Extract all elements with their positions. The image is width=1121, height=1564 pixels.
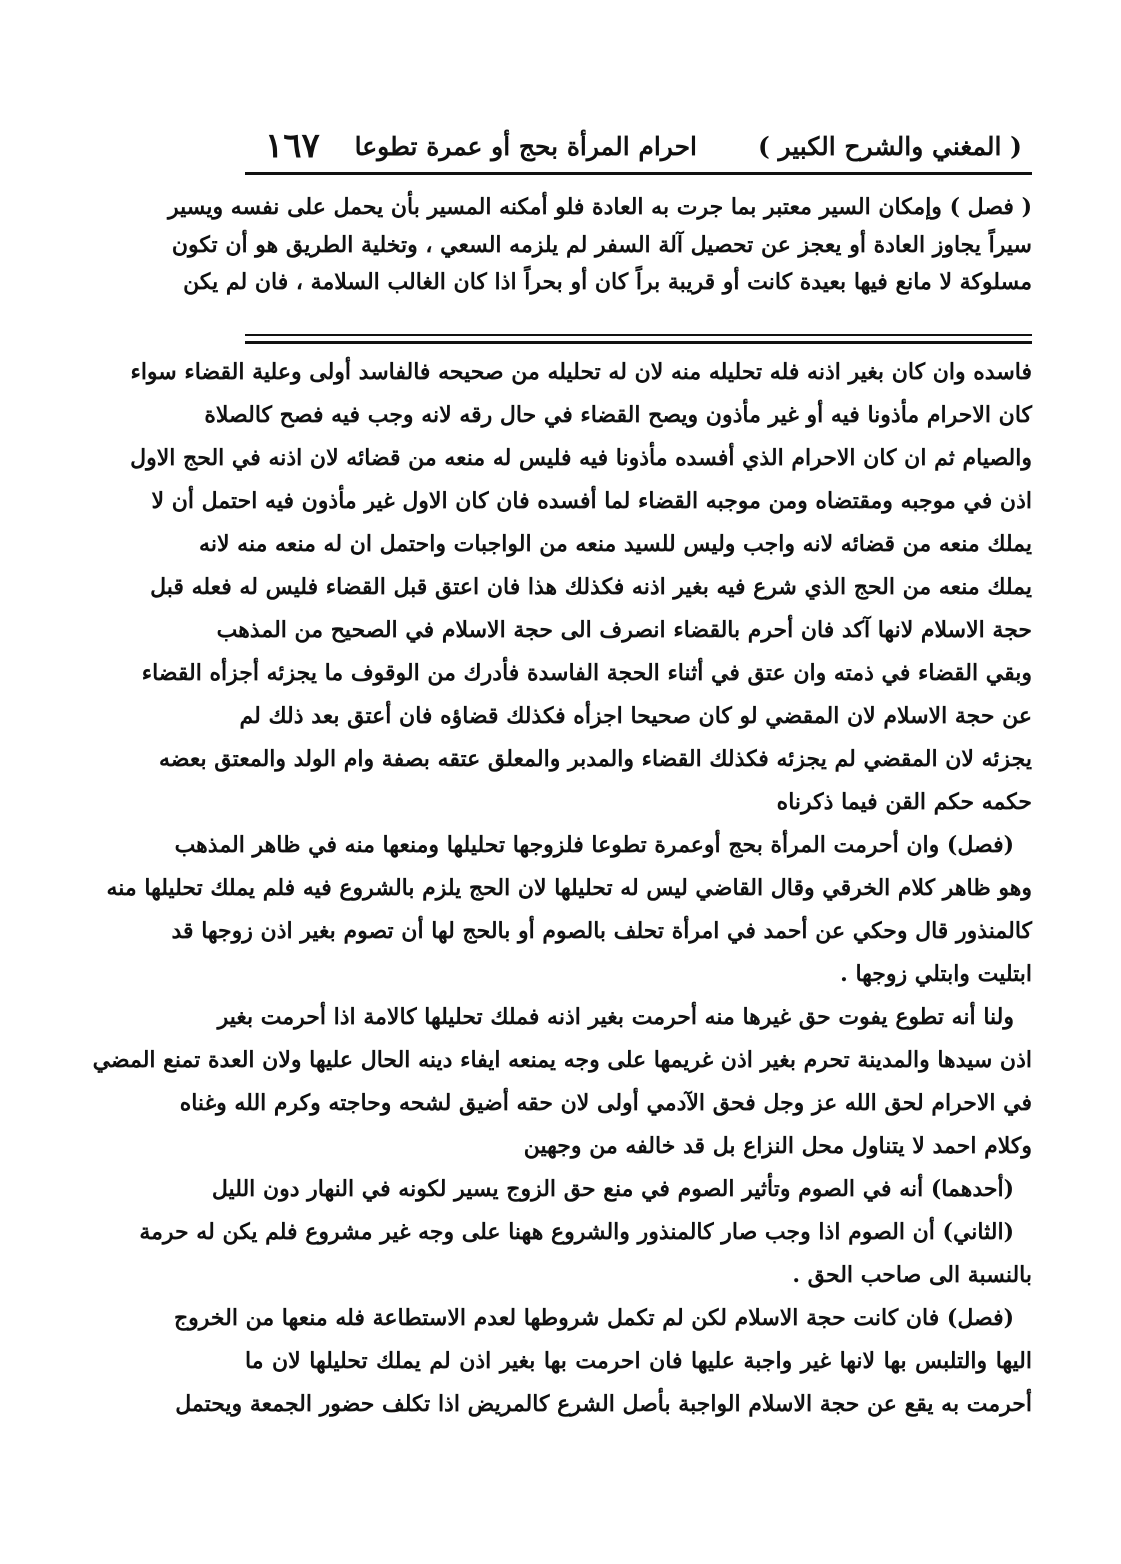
upper-text-block [167, 189, 1032, 302]
header-rule [245, 172, 1032, 175]
divider-rule [245, 334, 1032, 336]
text-line: اذن سيدها والمدينة تحرم بغير اذن غريمها على وجه يمنعه ايفاء دينه الحال عليها ولان العدة تمنع المضي [92, 1047, 1032, 1073]
book-title: ( المغني والشرح الكبير ) [757, 132, 1022, 161]
text-line: ابتليت وابتلي زوجها . [840, 961, 1032, 987]
section-title: احرام المرأة بحج أو عمرة تطوعا [354, 132, 697, 161]
text-line: اليها والتلبس بها لانها غير واجبة عليها فان احرمت بها بغير اذن لم يملك تحليلها لان ما [245, 1348, 1032, 1374]
text-line: كالمنذور قال وحكي عن أحمد في امرأة تحلف بالصوم أو بالحج لها أن تصوم بغير اذن زوجها قد [171, 918, 1032, 944]
divider-rule [245, 341, 1032, 344]
text-line: سيراً يجاوز العادة أو يعجز عن تحصيل آلة السفر لم يلزمه السعي ، وتخلية الطريق هو أن تكون [171, 231, 1032, 258]
text-line: ولنا أنه تطوع يفوت حق غيرها منه أحرمت بغير اذنه فملك تحليلها كالامة اذا أحرمت بغير [217, 1004, 1014, 1030]
text-line: (الثاني) أن الصوم اذا وجب صار كالمنذور والشروع ههنا على وجه غير مشروع فلم يكن له حرمة [139, 1219, 1014, 1245]
text-line: (أحدهما) أنه في الصوم وتأثير الصوم في منع حق الزوج يسير لكونه في النهار دون الليل [211, 1176, 1014, 1202]
text-line: حجة الاسلام لانها آكد فان أحرم بالقضاء انصرف الى حجة الاسلام في الصحيح من المذهب [216, 617, 1032, 643]
text-line: أحرمت به يقع عن حجة الاسلام الواجبة بأصل الشرع كالمريض اذا تكلف حضور الجمعة ويحتمل [175, 1391, 1032, 1417]
text-line: اذن في موجبه ومقتضاه ومن موجبه القضاء لما أفسده فان كان الاول غير مأذون فيه احتمل أن لا [151, 488, 1032, 514]
section-heading-line: (فصل) وان أحرمت المرأة بحج أوعمرة تطوعا فلزوجها تحليلها ومنعها منه في ظاهر المذهب [174, 832, 1014, 858]
text-line: فاسده وان كان بغير اذنه فله تحليله منه لان له تحليله من صحيحه فالفاسد أولى وعلية القضاء سواء [130, 359, 1032, 385]
text-line: وكلام احمد لا يتناول محل النزاع بل قد خالفه من وجهين [523, 1133, 1032, 1159]
text-line: وبقي القضاء في ذمته وان عتق في أثناء الحجة الفاسدة فأدرك من الوقوف ما يجزئه أجزأه القضاء [141, 660, 1032, 686]
running-header [245, 128, 1032, 168]
text-line: مسلوكة لا مانع فيها بعيدة كانت أو قريبة براً كان أو بحراً اذا كان الغالب السلامة ، فان لم يكن [183, 269, 1032, 296]
book-page [92, 0, 1032, 1564]
text-line: ( فصل ) وإمكان السير معتبر بما جرت به العادة فلو أمكنه المسير بأن يحمل على نفسه ويسير [167, 194, 1032, 220]
text-line: في الاحرام لحق الله عز وجل فحق الآدمي أولى لان حقه أضيق لشحه وحاجته وكرم الله وغناه [179, 1090, 1032, 1116]
text-line: يجزئه لان المقضي لم يجزئه فكذلك القضاء والمدبر والمعلق عتقه بصفة وام الولد والمعتق بعضه [159, 746, 1032, 772]
text-line: وهو ظاهر كلام الخرقي وقال القاضي ليس له تحليلها لان الحج يلزم بالشروع فيه فلم يملك تحليلها منه [106, 875, 1032, 901]
text-line: عن حجة الاسلام لان المقضي لو كان صحيحا اجزأه فكذلك قضاؤه فان أعتق بعد ذلك لم [239, 703, 1032, 729]
text-line: يملك منعه من قضائه لانه واجب وليس للسيد منعه من الواجبات واحتمل ان له منعه منه لانه [199, 531, 1032, 557]
text-line: والصيام ثم ان كان الاحرام الذي أفسده مأذونا فيه فليس له منعه من قضائه لان اذنه في الحج الاول [130, 445, 1032, 471]
text-line: يملك منعه من الحج الذي شرع فيه بغير اذنه فكذلك هذا فان اعتق قبل القضاء فليس له فعله قبل [150, 574, 1032, 600]
text-line: بالنسبة الى صاحب الحق . [792, 1262, 1032, 1288]
section-heading-line: (فصل) فان كانت حجة الاسلام لكن لم تكمل شروطها لعدم الاستطاعة فله منعها من الخروج [173, 1305, 1014, 1331]
page-number: ١٦٧ [265, 126, 320, 166]
text-line: كان الاحرام مأذونا فيه أو غير مأذون ويصح القضاء في حال رقه لانه وجب فيه فصح كالصلاة [204, 402, 1032, 428]
lower-text-block [92, 351, 1032, 1426]
text-line: حكمه حكم القن فيما ذكرناه [776, 789, 1032, 815]
